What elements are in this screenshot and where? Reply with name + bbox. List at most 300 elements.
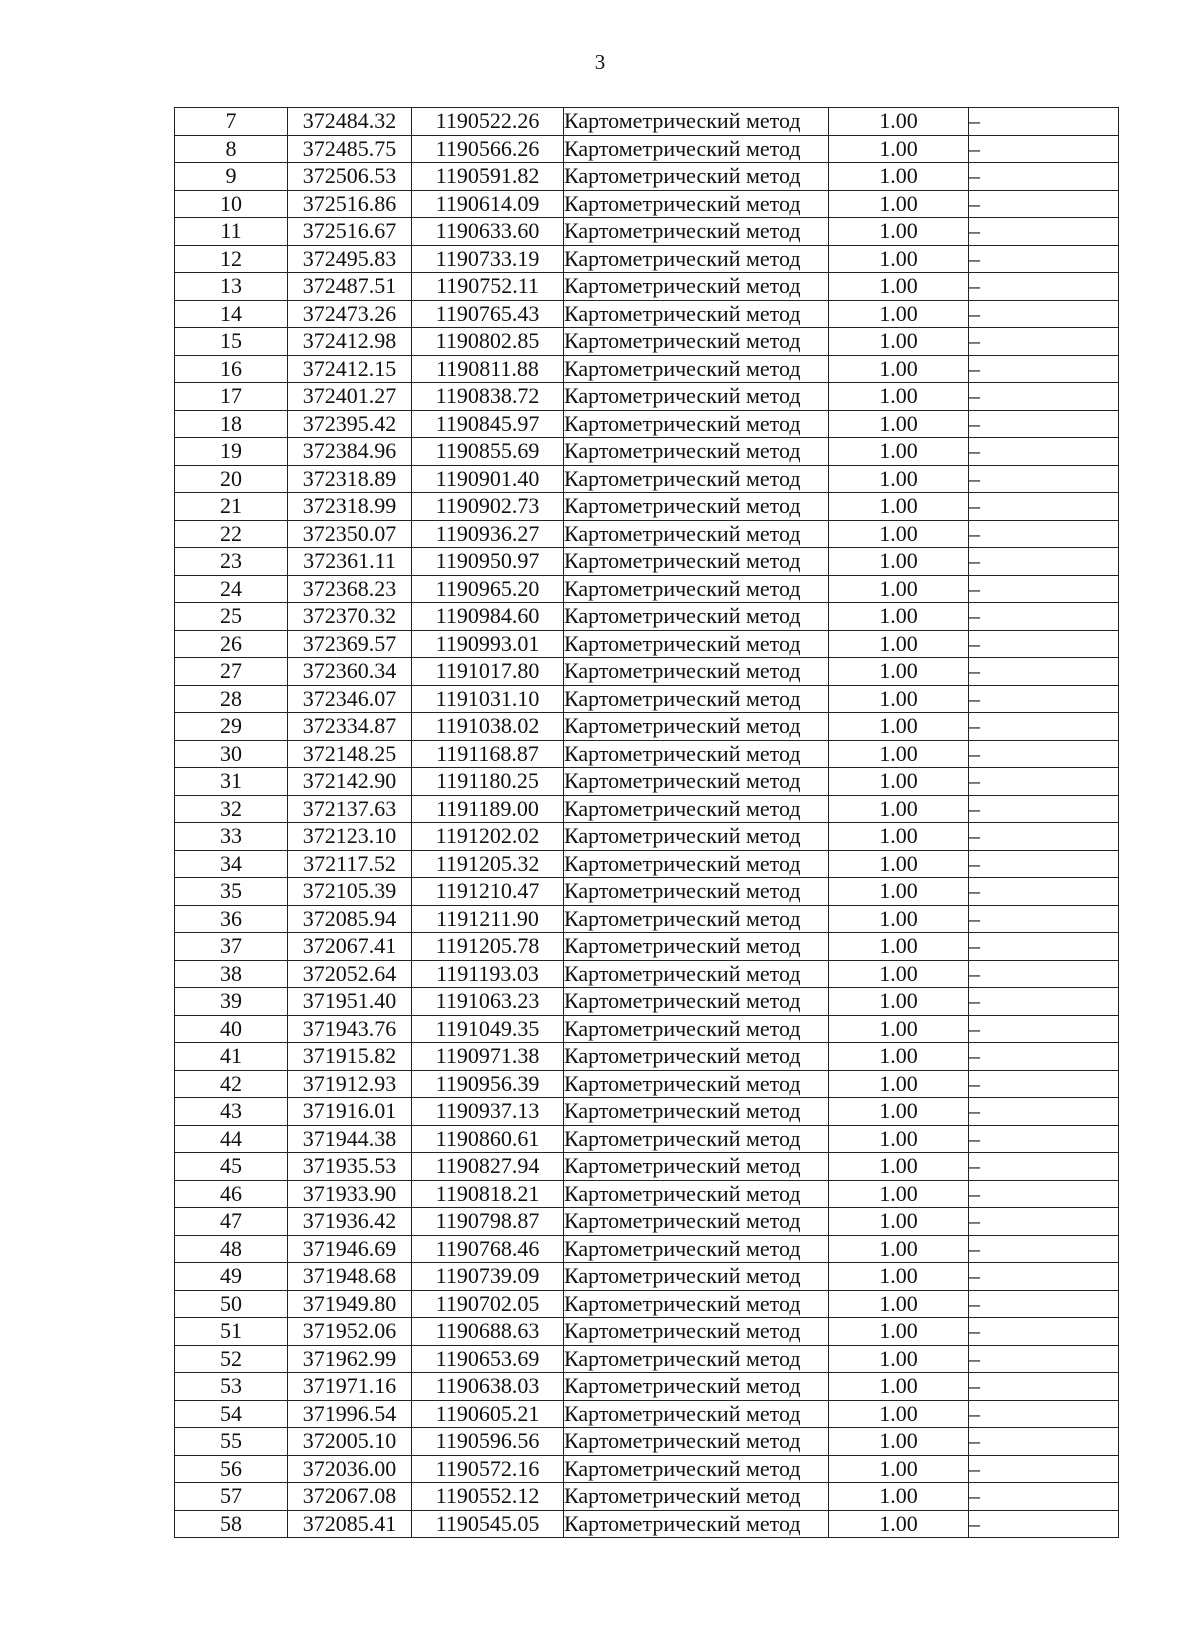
table-row xyxy=(175,108,1119,136)
x-coordinate-cell: 372036.00 xyxy=(288,1455,412,1483)
x-coordinate-cell: 371916.01 xyxy=(288,1098,412,1126)
method-cell: Картометрический метод xyxy=(564,630,829,658)
x-coordinate-cell: 372142.90 xyxy=(288,768,412,796)
table-row xyxy=(175,1373,1119,1401)
point-number-cell: 23 xyxy=(175,548,288,576)
method-cell: Картометрический метод xyxy=(564,850,829,878)
description-cell: – xyxy=(969,575,1119,603)
description-cell: – xyxy=(969,218,1119,246)
y-coordinate-cell: 1190845.97 xyxy=(412,410,564,438)
y-coordinate-cell: 1190702.05 xyxy=(412,1290,564,1318)
x-coordinate-cell: 372369.57 xyxy=(288,630,412,658)
y-coordinate-cell: 1190811.88 xyxy=(412,355,564,383)
table-row xyxy=(175,245,1119,273)
y-coordinate-cell: 1190965.20 xyxy=(412,575,564,603)
table-row xyxy=(175,850,1119,878)
point-number-cell: 12 xyxy=(175,245,288,273)
y-coordinate-cell: 1190591.82 xyxy=(412,163,564,191)
accuracy-cell: 1.00 xyxy=(829,1098,969,1126)
y-coordinate-cell: 1190937.13 xyxy=(412,1098,564,1126)
accuracy-cell: 1.00 xyxy=(829,1318,969,1346)
table-row xyxy=(175,1345,1119,1373)
x-coordinate-cell: 372395.42 xyxy=(288,410,412,438)
table-row xyxy=(175,988,1119,1016)
y-coordinate-cell: 1190605.21 xyxy=(412,1400,564,1428)
point-number-cell: 13 xyxy=(175,273,288,301)
y-coordinate-cell: 1191202.02 xyxy=(412,823,564,851)
x-coordinate-cell: 372485.75 xyxy=(288,135,412,163)
y-coordinate-cell: 1190956.39 xyxy=(412,1070,564,1098)
description-cell: – xyxy=(969,163,1119,191)
description-cell: – xyxy=(969,1015,1119,1043)
table-row xyxy=(175,1098,1119,1126)
description-cell: – xyxy=(969,438,1119,466)
accuracy-cell: 1.00 xyxy=(829,685,969,713)
description-cell: – xyxy=(969,1373,1119,1401)
table-row xyxy=(175,438,1119,466)
table-row xyxy=(175,383,1119,411)
description-cell: – xyxy=(969,1208,1119,1236)
point-number-cell: 32 xyxy=(175,795,288,823)
accuracy-cell: 1.00 xyxy=(829,548,969,576)
x-coordinate-cell: 372368.23 xyxy=(288,575,412,603)
accuracy-cell: 1.00 xyxy=(829,1015,969,1043)
x-coordinate-cell: 372085.41 xyxy=(288,1510,412,1538)
x-coordinate-cell: 372370.32 xyxy=(288,603,412,631)
x-coordinate-cell: 372346.07 xyxy=(288,685,412,713)
point-number-cell: 26 xyxy=(175,630,288,658)
description-cell: – xyxy=(969,300,1119,328)
accuracy-cell: 1.00 xyxy=(829,1263,969,1291)
table-row xyxy=(175,410,1119,438)
method-cell: Картометрический метод xyxy=(564,1483,829,1511)
accuracy-cell: 1.00 xyxy=(829,190,969,218)
x-coordinate-cell: 372318.99 xyxy=(288,493,412,521)
point-number-cell: 22 xyxy=(175,520,288,548)
x-coordinate-cell: 372005.10 xyxy=(288,1428,412,1456)
accuracy-cell: 1.00 xyxy=(829,768,969,796)
x-coordinate-cell: 372105.39 xyxy=(288,878,412,906)
table-row xyxy=(175,575,1119,603)
description-cell: – xyxy=(969,1235,1119,1263)
x-coordinate-cell: 372361.11 xyxy=(288,548,412,576)
y-coordinate-cell: 1190827.94 xyxy=(412,1153,564,1181)
point-number-cell: 10 xyxy=(175,190,288,218)
method-cell: Картометрический метод xyxy=(564,603,829,631)
method-cell: Картометрический метод xyxy=(564,1318,829,1346)
description-cell: – xyxy=(969,1290,1119,1318)
table-row xyxy=(175,218,1119,246)
description-cell: – xyxy=(969,135,1119,163)
method-cell: Картометрический метод xyxy=(564,108,829,136)
x-coordinate-cell: 372412.98 xyxy=(288,328,412,356)
accuracy-cell: 1.00 xyxy=(829,795,969,823)
table-row xyxy=(175,520,1119,548)
table-row xyxy=(175,960,1119,988)
point-number-cell: 39 xyxy=(175,988,288,1016)
page-number: 3 xyxy=(594,50,606,74)
y-coordinate-cell: 1191189.00 xyxy=(412,795,564,823)
x-coordinate-cell: 371996.54 xyxy=(288,1400,412,1428)
accuracy-cell: 1.00 xyxy=(829,300,969,328)
accuracy-cell: 1.00 xyxy=(829,1290,969,1318)
point-number-cell: 27 xyxy=(175,658,288,686)
description-cell: – xyxy=(969,328,1119,356)
method-cell: Картометрический метод xyxy=(564,1235,829,1263)
table-row xyxy=(175,740,1119,768)
y-coordinate-cell: 1191017.80 xyxy=(412,658,564,686)
x-coordinate-cell: 372085.94 xyxy=(288,905,412,933)
y-coordinate-cell: 1190902.73 xyxy=(412,493,564,521)
point-number-cell: 30 xyxy=(175,740,288,768)
point-number-cell: 15 xyxy=(175,328,288,356)
description-cell: – xyxy=(969,465,1119,493)
method-cell: Картометрический метод xyxy=(564,1510,829,1538)
x-coordinate-cell: 371943.76 xyxy=(288,1015,412,1043)
y-coordinate-cell: 1191063.23 xyxy=(412,988,564,1016)
x-coordinate-cell: 372516.67 xyxy=(288,218,412,246)
method-cell: Картометрический метод xyxy=(564,795,829,823)
table-row xyxy=(175,1483,1119,1511)
table-body xyxy=(175,108,1119,1538)
accuracy-cell: 1.00 xyxy=(829,1400,969,1428)
point-number-cell: 31 xyxy=(175,768,288,796)
description-cell: – xyxy=(969,1483,1119,1511)
method-cell: Картометрический метод xyxy=(564,1070,829,1098)
x-coordinate-cell: 372484.32 xyxy=(288,108,412,136)
accuracy-cell: 1.00 xyxy=(829,960,969,988)
point-number-cell: 9 xyxy=(175,163,288,191)
method-cell: Картометрический метод xyxy=(564,1043,829,1071)
table-row xyxy=(175,1125,1119,1153)
description-cell: – xyxy=(969,1400,1119,1428)
y-coordinate-cell: 1191180.25 xyxy=(412,768,564,796)
accuracy-cell: 1.00 xyxy=(829,1345,969,1373)
accuracy-cell: 1.00 xyxy=(829,108,969,136)
y-coordinate-cell: 1190971.38 xyxy=(412,1043,564,1071)
description-cell: – xyxy=(969,520,1119,548)
x-coordinate-cell: 371944.38 xyxy=(288,1125,412,1153)
x-coordinate-cell: 371971.16 xyxy=(288,1373,412,1401)
table-row xyxy=(175,355,1119,383)
method-cell: Картометрический метод xyxy=(564,465,829,493)
accuracy-cell: 1.00 xyxy=(829,438,969,466)
y-coordinate-cell: 1191193.03 xyxy=(412,960,564,988)
table-row xyxy=(175,823,1119,851)
table-row xyxy=(175,1263,1119,1291)
point-number-cell: 21 xyxy=(175,493,288,521)
method-cell: Картометрический метод xyxy=(564,1373,829,1401)
y-coordinate-cell: 1190768.46 xyxy=(412,1235,564,1263)
accuracy-cell: 1.00 xyxy=(829,1208,969,1236)
x-coordinate-cell: 372334.87 xyxy=(288,713,412,741)
point-number-cell: 51 xyxy=(175,1318,288,1346)
x-coordinate-cell: 372516.86 xyxy=(288,190,412,218)
description-cell: – xyxy=(969,1043,1119,1071)
point-number-cell: 42 xyxy=(175,1070,288,1098)
accuracy-cell: 1.00 xyxy=(829,493,969,521)
description-cell: – xyxy=(969,1318,1119,1346)
x-coordinate-cell: 371946.69 xyxy=(288,1235,412,1263)
x-coordinate-cell: 371933.90 xyxy=(288,1180,412,1208)
table-row xyxy=(175,630,1119,658)
point-number-cell: 7 xyxy=(175,108,288,136)
table-row xyxy=(175,328,1119,356)
y-coordinate-cell: 1190936.27 xyxy=(412,520,564,548)
point-number-cell: 11 xyxy=(175,218,288,246)
x-coordinate-cell: 372350.07 xyxy=(288,520,412,548)
point-number-cell: 53 xyxy=(175,1373,288,1401)
description-cell: – xyxy=(969,905,1119,933)
description-cell: – xyxy=(969,1345,1119,1373)
description-cell: – xyxy=(969,1510,1119,1538)
description-cell: – xyxy=(969,108,1119,136)
accuracy-cell: 1.00 xyxy=(829,1510,969,1538)
accuracy-cell: 1.00 xyxy=(829,823,969,851)
point-number-cell: 29 xyxy=(175,713,288,741)
table-row xyxy=(175,1070,1119,1098)
description-cell: – xyxy=(969,1153,1119,1181)
accuracy-cell: 1.00 xyxy=(829,1125,969,1153)
description-cell: – xyxy=(969,493,1119,521)
table-row xyxy=(175,1015,1119,1043)
y-coordinate-cell: 1190522.26 xyxy=(412,108,564,136)
method-cell: Картометрический метод xyxy=(564,1098,829,1126)
method-cell: Картометрический метод xyxy=(564,135,829,163)
accuracy-cell: 1.00 xyxy=(829,273,969,301)
description-cell: – xyxy=(969,245,1119,273)
y-coordinate-cell: 1190984.60 xyxy=(412,603,564,631)
method-cell: Картометрический метод xyxy=(564,823,829,851)
y-coordinate-cell: 1190566.26 xyxy=(412,135,564,163)
point-number-cell: 36 xyxy=(175,905,288,933)
table-row xyxy=(175,768,1119,796)
accuracy-cell: 1.00 xyxy=(829,383,969,411)
method-cell: Картометрический метод xyxy=(564,658,829,686)
table-row xyxy=(175,1208,1119,1236)
accuracy-cell: 1.00 xyxy=(829,245,969,273)
description-cell: – xyxy=(969,548,1119,576)
point-number-cell: 8 xyxy=(175,135,288,163)
method-cell: Картометрический метод xyxy=(564,1345,829,1373)
table-row xyxy=(175,135,1119,163)
point-number-cell: 14 xyxy=(175,300,288,328)
y-coordinate-cell: 1191205.32 xyxy=(412,850,564,878)
method-cell: Картометрический метод xyxy=(564,218,829,246)
method-cell: Картометрический метод xyxy=(564,905,829,933)
accuracy-cell: 1.00 xyxy=(829,658,969,686)
y-coordinate-cell: 1190688.63 xyxy=(412,1318,564,1346)
y-coordinate-cell: 1190733.19 xyxy=(412,245,564,273)
description-cell: – xyxy=(969,658,1119,686)
description-cell: – xyxy=(969,795,1119,823)
table-row xyxy=(175,1235,1119,1263)
method-cell: Картометрический метод xyxy=(564,713,829,741)
method-cell: Картометрический метод xyxy=(564,960,829,988)
accuracy-cell: 1.00 xyxy=(829,163,969,191)
point-number-cell: 19 xyxy=(175,438,288,466)
point-number-cell: 55 xyxy=(175,1428,288,1456)
accuracy-cell: 1.00 xyxy=(829,1483,969,1511)
point-number-cell: 24 xyxy=(175,575,288,603)
point-number-cell: 49 xyxy=(175,1263,288,1291)
accuracy-cell: 1.00 xyxy=(829,410,969,438)
y-coordinate-cell: 1191038.02 xyxy=(412,713,564,741)
x-coordinate-cell: 372148.25 xyxy=(288,740,412,768)
x-coordinate-cell: 372401.27 xyxy=(288,383,412,411)
point-number-cell: 38 xyxy=(175,960,288,988)
description-cell: – xyxy=(969,1125,1119,1153)
accuracy-cell: 1.00 xyxy=(829,355,969,383)
point-number-cell: 52 xyxy=(175,1345,288,1373)
accuracy-cell: 1.00 xyxy=(829,603,969,631)
method-cell: Картометрический метод xyxy=(564,1153,829,1181)
point-number-cell: 16 xyxy=(175,355,288,383)
y-coordinate-cell: 1190545.05 xyxy=(412,1510,564,1538)
table-row xyxy=(175,465,1119,493)
x-coordinate-cell: 371936.42 xyxy=(288,1208,412,1236)
y-coordinate-cell: 1190638.03 xyxy=(412,1373,564,1401)
description-cell: – xyxy=(969,383,1119,411)
table-row xyxy=(175,1400,1119,1428)
x-coordinate-cell: 371952.06 xyxy=(288,1318,412,1346)
method-cell: Картометрический метод xyxy=(564,575,829,603)
table-row xyxy=(175,905,1119,933)
point-number-cell: 48 xyxy=(175,1235,288,1263)
table-row xyxy=(175,493,1119,521)
point-number-cell: 43 xyxy=(175,1098,288,1126)
description-cell: – xyxy=(969,1070,1119,1098)
accuracy-cell: 1.00 xyxy=(829,1428,969,1456)
point-number-cell: 57 xyxy=(175,1483,288,1511)
y-coordinate-cell: 1190993.01 xyxy=(412,630,564,658)
accuracy-cell: 1.00 xyxy=(829,933,969,961)
accuracy-cell: 1.00 xyxy=(829,740,969,768)
accuracy-cell: 1.00 xyxy=(829,218,969,246)
accuracy-cell: 1.00 xyxy=(829,465,969,493)
point-number-cell: 47 xyxy=(175,1208,288,1236)
x-coordinate-cell: 372067.41 xyxy=(288,933,412,961)
table-row xyxy=(175,658,1119,686)
method-cell: Картометрический метод xyxy=(564,245,829,273)
point-number-cell: 56 xyxy=(175,1455,288,1483)
description-cell: – xyxy=(969,960,1119,988)
method-cell: Картометрический метод xyxy=(564,383,829,411)
method-cell: Картометрический метод xyxy=(564,740,829,768)
table-row xyxy=(175,713,1119,741)
table-row xyxy=(175,300,1119,328)
x-coordinate-cell: 372360.34 xyxy=(288,658,412,686)
accuracy-cell: 1.00 xyxy=(829,1455,969,1483)
method-cell: Картометрический метод xyxy=(564,1125,829,1153)
table-row xyxy=(175,685,1119,713)
accuracy-cell: 1.00 xyxy=(829,878,969,906)
point-number-cell: 34 xyxy=(175,850,288,878)
accuracy-cell: 1.00 xyxy=(829,575,969,603)
table-row xyxy=(175,163,1119,191)
point-number-cell: 33 xyxy=(175,823,288,851)
y-coordinate-cell: 1191211.90 xyxy=(412,905,564,933)
point-number-cell: 45 xyxy=(175,1153,288,1181)
y-coordinate-cell: 1190860.61 xyxy=(412,1125,564,1153)
method-cell: Картометрический метод xyxy=(564,933,829,961)
y-coordinate-cell: 1190765.43 xyxy=(412,300,564,328)
method-cell: Картометрический метод xyxy=(564,163,829,191)
y-coordinate-cell: 1191031.10 xyxy=(412,685,564,713)
accuracy-cell: 1.00 xyxy=(829,988,969,1016)
x-coordinate-cell: 371935.53 xyxy=(288,1153,412,1181)
y-coordinate-cell: 1190633.60 xyxy=(412,218,564,246)
x-coordinate-cell: 372137.63 xyxy=(288,795,412,823)
method-cell: Картометрический метод xyxy=(564,685,829,713)
method-cell: Картометрический метод xyxy=(564,190,829,218)
y-coordinate-cell: 1190901.40 xyxy=(412,465,564,493)
table-row xyxy=(175,548,1119,576)
x-coordinate-cell: 372318.89 xyxy=(288,465,412,493)
table-row xyxy=(175,1043,1119,1071)
method-cell: Картометрический метод xyxy=(564,1015,829,1043)
x-coordinate-cell: 371949.80 xyxy=(288,1290,412,1318)
description-cell: – xyxy=(969,1098,1119,1126)
accuracy-cell: 1.00 xyxy=(829,1043,969,1071)
point-number-cell: 54 xyxy=(175,1400,288,1428)
coordinates-table xyxy=(174,107,1119,1538)
method-cell: Картометрический метод xyxy=(564,520,829,548)
x-coordinate-cell: 372495.83 xyxy=(288,245,412,273)
method-cell: Картометрический метод xyxy=(564,328,829,356)
table-row xyxy=(175,1428,1119,1456)
description-cell: – xyxy=(969,355,1119,383)
y-coordinate-cell: 1190802.85 xyxy=(412,328,564,356)
method-cell: Картометрический метод xyxy=(564,1180,829,1208)
point-number-cell: 41 xyxy=(175,1043,288,1071)
method-cell: Картометрический метод xyxy=(564,355,829,383)
accuracy-cell: 1.00 xyxy=(829,1235,969,1263)
point-number-cell: 28 xyxy=(175,685,288,713)
description-cell: – xyxy=(969,410,1119,438)
description-cell: – xyxy=(969,685,1119,713)
accuracy-cell: 1.00 xyxy=(829,1153,969,1181)
y-coordinate-cell: 1190818.21 xyxy=(412,1180,564,1208)
table-row xyxy=(175,1153,1119,1181)
table-row xyxy=(175,795,1119,823)
table-row xyxy=(175,1455,1119,1483)
y-coordinate-cell: 1190614.09 xyxy=(412,190,564,218)
description-cell: – xyxy=(969,768,1119,796)
y-coordinate-cell: 1190739.09 xyxy=(412,1263,564,1291)
description-cell: – xyxy=(969,740,1119,768)
y-coordinate-cell: 1190572.16 xyxy=(412,1455,564,1483)
x-coordinate-cell: 372123.10 xyxy=(288,823,412,851)
table-row xyxy=(175,273,1119,301)
x-coordinate-cell: 372487.51 xyxy=(288,273,412,301)
x-coordinate-cell: 372412.15 xyxy=(288,355,412,383)
method-cell: Картометрический метод xyxy=(564,878,829,906)
description-cell: – xyxy=(969,630,1119,658)
x-coordinate-cell: 372117.52 xyxy=(288,850,412,878)
description-cell: – xyxy=(969,713,1119,741)
accuracy-cell: 1.00 xyxy=(829,850,969,878)
description-cell: – xyxy=(969,933,1119,961)
y-coordinate-cell: 1191049.35 xyxy=(412,1015,564,1043)
method-cell: Картометрический метод xyxy=(564,273,829,301)
method-cell: Картометрический метод xyxy=(564,300,829,328)
method-cell: Картометрический метод xyxy=(564,1455,829,1483)
y-coordinate-cell: 1190596.56 xyxy=(412,1428,564,1456)
method-cell: Картометрический метод xyxy=(564,410,829,438)
y-coordinate-cell: 1190653.69 xyxy=(412,1345,564,1373)
x-coordinate-cell: 371915.82 xyxy=(288,1043,412,1071)
